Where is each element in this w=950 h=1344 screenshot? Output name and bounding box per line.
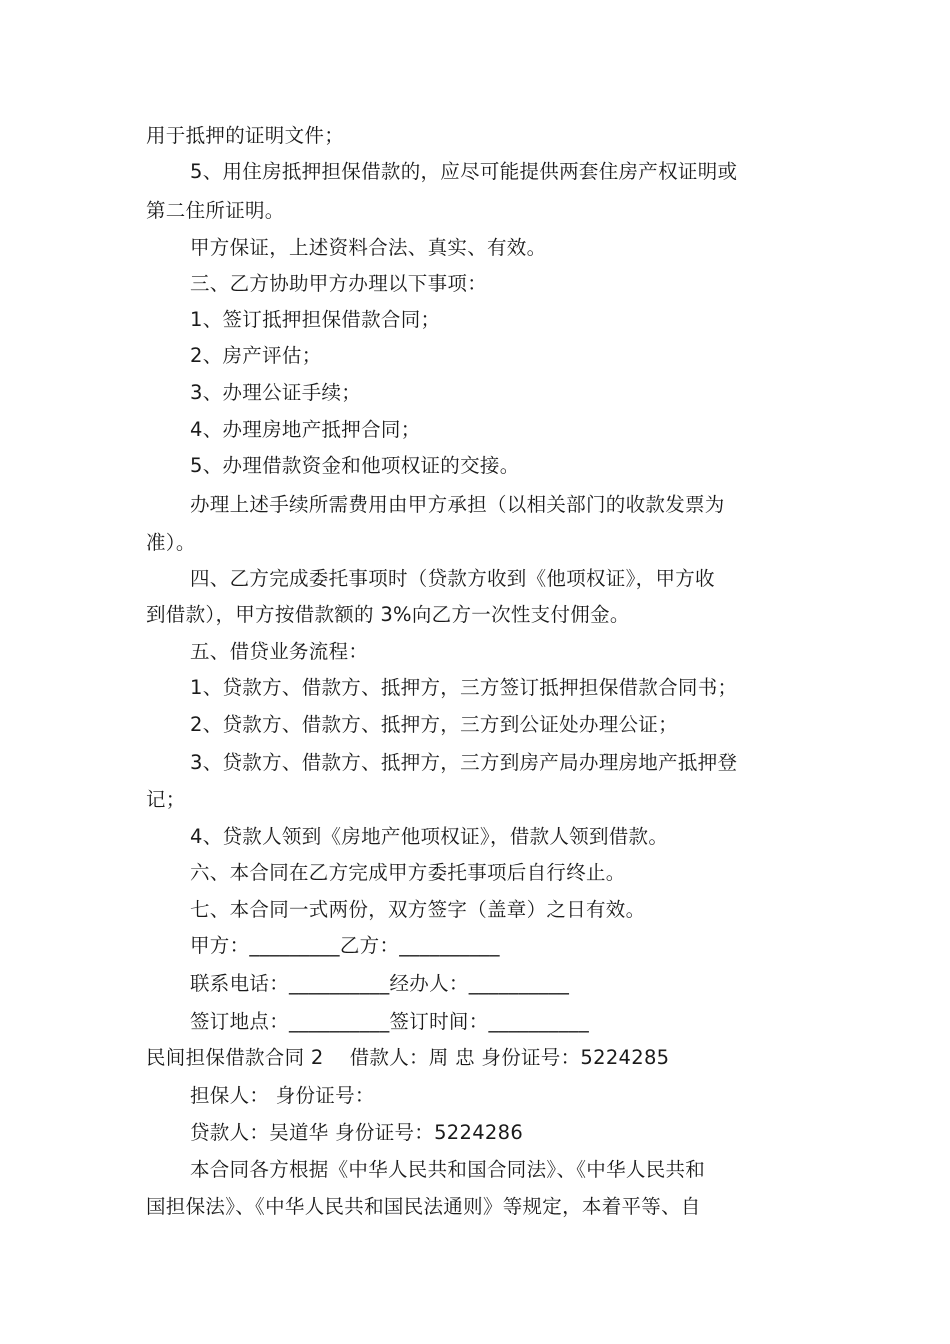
signature-field-contact: 联系电话：__________经办人：__________	[190, 972, 570, 995]
list-item: 5、办理借款资金和他项权证的交接。	[190, 454, 520, 477]
list-item: 3、办理公证手续；	[190, 381, 362, 404]
text-line: 用于抵押的证明文件；	[146, 124, 345, 147]
text-line: 甲方保证，上述资料合法、真实、有效。	[190, 236, 547, 259]
list-item: 3、贷款方、借款方、抵押方，三方到房产局办理房地产抵押登	[190, 751, 738, 774]
borrower-info: 借款人：周 忠 身份证号：5224285	[349, 1046, 670, 1069]
signature-field-place-time: 签订地点：__________签订时间：__________	[190, 1010, 589, 1033]
lender-info: 贷款人：吴道华 身份证号：5224286	[190, 1121, 524, 1144]
text-line: 本合同各方根据《中华人民共和国合同法》、《中华人民共和	[190, 1158, 706, 1181]
text-line: 准）。	[146, 531, 196, 554]
signature-field-parties: 甲方：_________乙方：__________	[190, 934, 500, 957]
list-item: 2、贷款方、借款方、抵押方，三方到公证处办理公证；	[190, 713, 678, 736]
second-contract-header	[146, 1046, 816, 1070]
text-line: 第二住所证明。	[146, 199, 285, 222]
text-line: 国担保法》、《中华人民共和国民法通则》等规定，本着平等、自	[146, 1195, 701, 1218]
list-item: 4、办理房地产抵押合同；	[190, 418, 421, 441]
list-item: 2、房产评估；	[190, 344, 322, 367]
section-heading: 五、借贷业务流程：	[190, 640, 369, 663]
text-line: 5、用住房抵押担保借款的，应尽可能提供两套住房产权证明或	[190, 160, 738, 183]
list-item: 4、贷款人领到《房地产他项权证》，借款人领到借款。	[190, 825, 669, 848]
text-line: 记；	[146, 788, 186, 811]
list-item: 1、贷款方、借款方、抵押方，三方签订抵押担保借款合同书；	[190, 676, 738, 699]
text-line: 到借款），甲方按借款额的 3%向乙方一次性支付佣金。	[146, 603, 630, 626]
text-line: 办理上述手续所需费用由甲方承担（以相关部门的收款发票为	[190, 493, 725, 516]
second-contract-title: 民间担保借款合同 2	[146, 1046, 324, 1069]
section-heading: 七、本合同一式两份，双方签字（盖章）之日有效。	[190, 898, 646, 921]
guarantor-info: 担保人： 身份证号：	[190, 1084, 375, 1107]
section-heading: 三、乙方协助甲方办理以下事项：	[190, 272, 488, 295]
list-item: 1、签订抵押担保借款合同；	[190, 308, 441, 331]
section-heading: 六、本合同在乙方完成甲方委托事项后自行终止。	[190, 861, 626, 884]
section-heading: 四、乙方完成委托事项时（贷款方收到《他项权证》，甲方收	[190, 567, 715, 590]
